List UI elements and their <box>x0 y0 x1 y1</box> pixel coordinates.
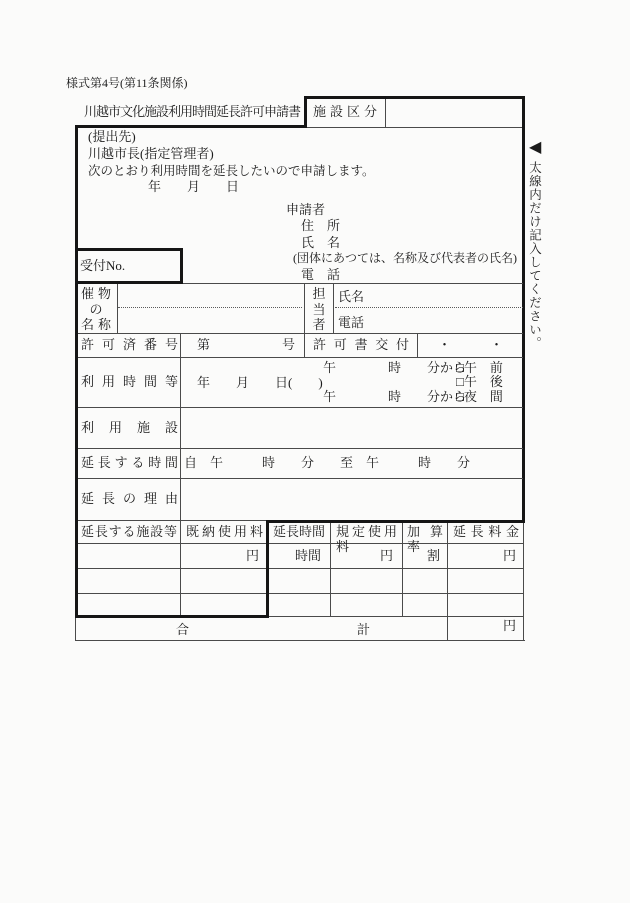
grid-line <box>78 333 523 334</box>
thick-border-segment <box>75 125 78 618</box>
event-name-line1: 催物 <box>81 286 111 301</box>
thick-border-segment <box>266 520 525 523</box>
unit-ext-hours: 時間 <box>294 548 321 563</box>
unit-surcharge: 割 <box>426 548 440 563</box>
address-label: 住 所 <box>301 218 341 233</box>
facility-category-label: 施設区分 <box>313 104 377 119</box>
thick-border-segment <box>75 615 269 618</box>
permit-number-label: 許可済番号 <box>81 337 178 352</box>
grid-line <box>117 284 118 333</box>
dotted-line <box>118 307 302 308</box>
usage-date: 年 月 日( ) <box>197 375 323 390</box>
thick-border-segment <box>304 96 525 99</box>
recipient: 川越市長(指定管理者) <box>88 146 214 161</box>
contact-char: 当 <box>312 301 326 317</box>
extension-time-label: 延長する時間 <box>81 455 178 470</box>
grid-line <box>78 593 523 594</box>
thick-border-segment <box>304 96 307 128</box>
checkbox-am: □午 前 <box>456 360 503 375</box>
grid-line <box>78 478 523 479</box>
extension-time-value: 自 午 時 分 至 午 時 分 <box>184 455 471 470</box>
extension-reason-label: 延長の理由 <box>81 491 178 506</box>
checkbox-pm: □午 後 <box>456 374 503 389</box>
contact-header <box>305 287 333 331</box>
grid-line <box>78 520 268 521</box>
grid-line <box>307 127 523 128</box>
thick-border-segment <box>75 248 183 251</box>
unit-std-fee: 円 <box>379 548 393 563</box>
fee-col-ext-hours: 延長時間 <box>273 524 326 539</box>
form-number: 様式第4号(第11条関係) <box>66 76 188 90</box>
fee-col-std-fee: 規定使用料 <box>336 524 397 554</box>
usage-time-from-bottom: 午 時 分から <box>323 389 467 404</box>
checkbox-night: □夜 間 <box>456 389 503 404</box>
grid-line <box>78 407 523 408</box>
grid-line <box>523 523 524 641</box>
grid-line <box>78 448 523 449</box>
recipient-note: (提出先) <box>88 129 136 144</box>
grid-line <box>269 616 523 617</box>
usage-time-from-top: 午 時 分から <box>323 360 467 375</box>
permit-issue-date-dots: ・ ・ <box>437 337 503 352</box>
date-line: 年 月 日 <box>148 179 240 194</box>
group-note: (団体にあつては、名称及び代表者の氏名) <box>293 251 517 265</box>
permit-number-prefix: 第 <box>197 337 211 352</box>
grid-line <box>180 333 181 617</box>
total-unit: 円 <box>502 618 516 633</box>
grid-line <box>75 640 525 641</box>
grid-line <box>75 618 76 641</box>
grid-line <box>402 521 403 617</box>
phone-label: 電 話 <box>301 267 341 282</box>
contact-char: 者 <box>312 317 326 332</box>
facility-used-label: 利用施設 <box>81 420 178 435</box>
total-label-left: 合 <box>176 622 190 637</box>
thick-border-segment <box>266 520 269 618</box>
fee-col-ext-fee: 延長料金 <box>453 524 519 539</box>
statement: 次のとおり利用時間を延長したいので申請します。 <box>88 164 375 178</box>
applicant-label: 申請者 <box>286 202 326 217</box>
unit-ext-fee: 円 <box>502 548 516 563</box>
usage-time-label: 利用時間等 <box>81 374 178 389</box>
contact-name-label: 氏名 <box>338 289 365 304</box>
contact-phone-label: 電話 <box>338 315 365 330</box>
fee-col-facility: 延長する施設等 <box>81 524 177 539</box>
fee-col-paid-fee: 既納使用料 <box>186 524 263 539</box>
contact-char: 担 <box>312 286 326 301</box>
thick-border-segment <box>180 248 183 284</box>
permit-issue-label: 許可書交付 <box>313 337 409 352</box>
left-triangle-icon: ◀ <box>529 139 542 156</box>
form-title: 川越市文化施設利用時間延長許可申請書 <box>84 104 301 119</box>
reception-no-label: 受付No. <box>80 258 126 273</box>
dotted-line <box>335 307 523 308</box>
thick-border-segment <box>75 125 307 128</box>
event-name-header <box>81 287 111 331</box>
event-name-line2: の <box>89 301 103 317</box>
thick-border-segment <box>75 281 183 284</box>
grid-line <box>183 283 523 284</box>
permit-number-suffix: 号 <box>282 337 296 352</box>
fee-col-surcharge: 加算率 <box>407 524 443 554</box>
thick-border-segment <box>522 96 525 523</box>
grid-line <box>78 357 523 358</box>
grid-line <box>333 284 334 333</box>
grid-line <box>78 543 523 544</box>
grid-line <box>330 521 331 617</box>
unit-paid-fee: 円 <box>245 548 259 563</box>
total-label-right: 計 <box>357 622 371 637</box>
grid-line <box>385 99 386 127</box>
event-name-line3: 名称 <box>81 317 111 332</box>
name-label: 氏 名 <box>301 235 341 250</box>
grid-line <box>78 568 523 569</box>
side-note: 太線内だけ記入してください。 <box>527 161 542 350</box>
